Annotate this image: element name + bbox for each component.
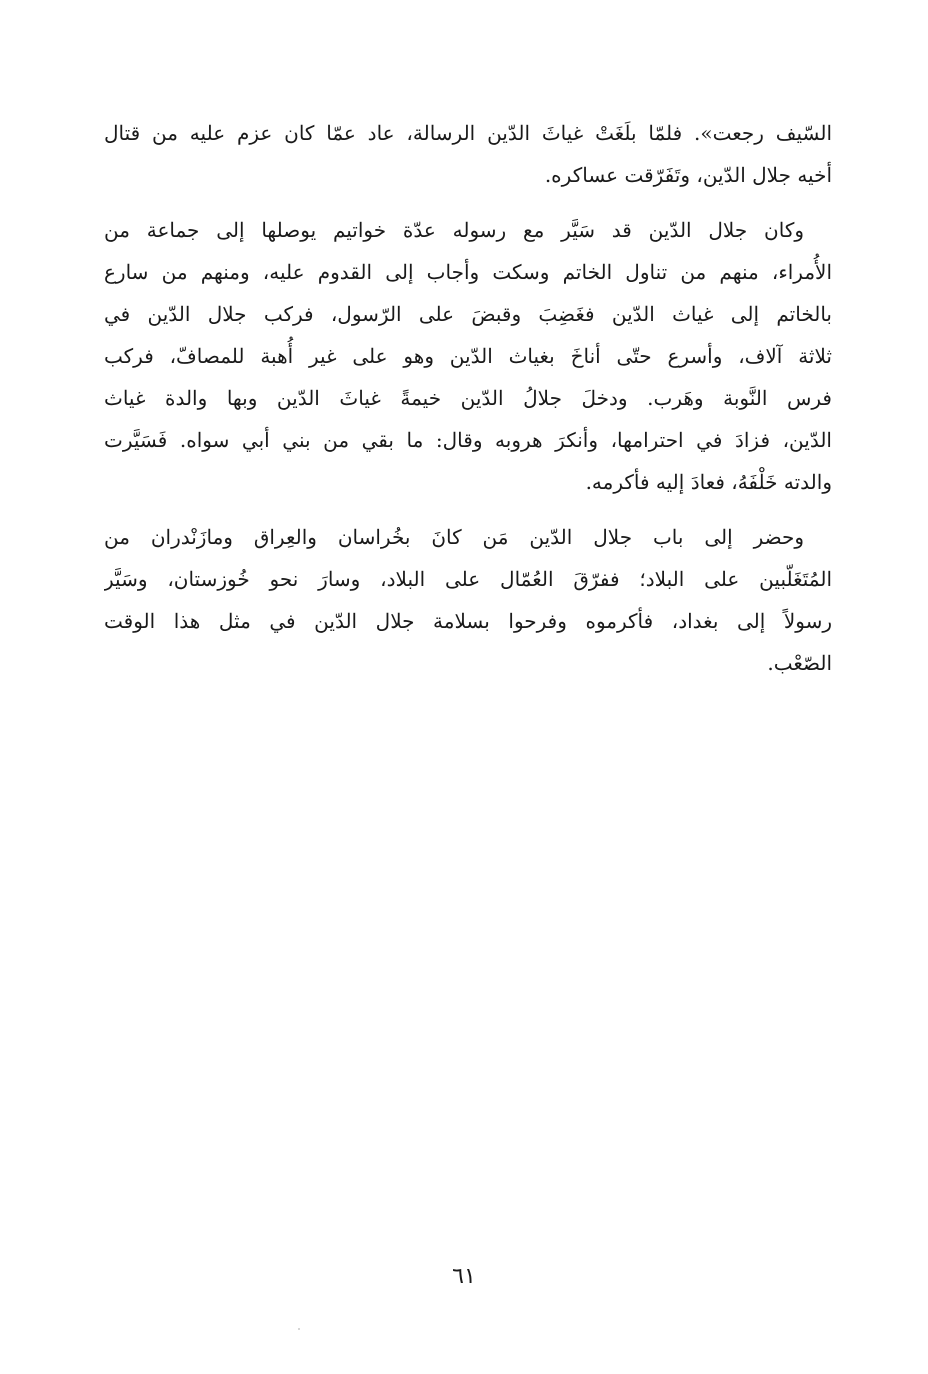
text-line: المُتَغَلّبين على البلاد؛ ففرّقَ العُمّال على البلاد، وسارَ نحو خُوزستان، وسَيَّر (104, 567, 832, 591)
text-line: الصّعْب. (767, 651, 832, 675)
text-line: والدته خَلْفَهُ، فعادَ إليه فأكرمه. (585, 470, 832, 494)
paragraph-spacer (104, 503, 832, 516)
text-line: أخيه جلال الدّين، وتَفَرّقت عساكره. (544, 163, 832, 187)
text-line: ثلاثة آلاف، وأسرع حتّى أناخَ بغياث الدّين وهو على غير أُهبة للمصافّ، فركب (104, 344, 832, 368)
text-line: فرس النَّوبة وهَرب. ودخلَ جلالُ الدّين خيمةً غياثَ الدّين وبها والدة غياث (104, 386, 832, 410)
text-line: رسولاً إلى بغداد، فأكرموه وفرحوا بسلامة جلال الدّين في مثل هذا الوقت (104, 609, 832, 633)
text-line: السّيف رجعت». فلمّا بلَغَتْ غياثَ الدّين الرسالة، عاد عمّا كان عزم عليه من قتال (104, 121, 832, 145)
text-line: وحضر إلى باب جلال الدّين مَن كانَ بخُراسان والعِراق ومازَنْدران من (104, 525, 804, 549)
text-line: بالخاتم إلى غياث الدّين فغَضِبَ وقبضَ على الرّسول، فركب جلال الدّين في (104, 302, 832, 326)
page-number: ٦١ (452, 1264, 476, 1289)
text-line: الأُمراء، منهم من تناول الخاتم وسكت وأجاب إلى القدوم عليه، ومنهم من سارع (104, 260, 832, 284)
scan-speck (298, 1328, 300, 1330)
body-text (104, 112, 832, 684)
paragraph-spacer (104, 196, 832, 209)
text-line: وكان جلال الدّين قد سَيَّر مع رسوله عدّة خواتيم يوصلها إلى جماعة من (104, 218, 804, 242)
text-line: الدّين، فزادَ في احترامها، وأنكرَ هروبه وقال: ما بقي من بني أبي سواه. فَسَيَّرت (104, 428, 832, 452)
